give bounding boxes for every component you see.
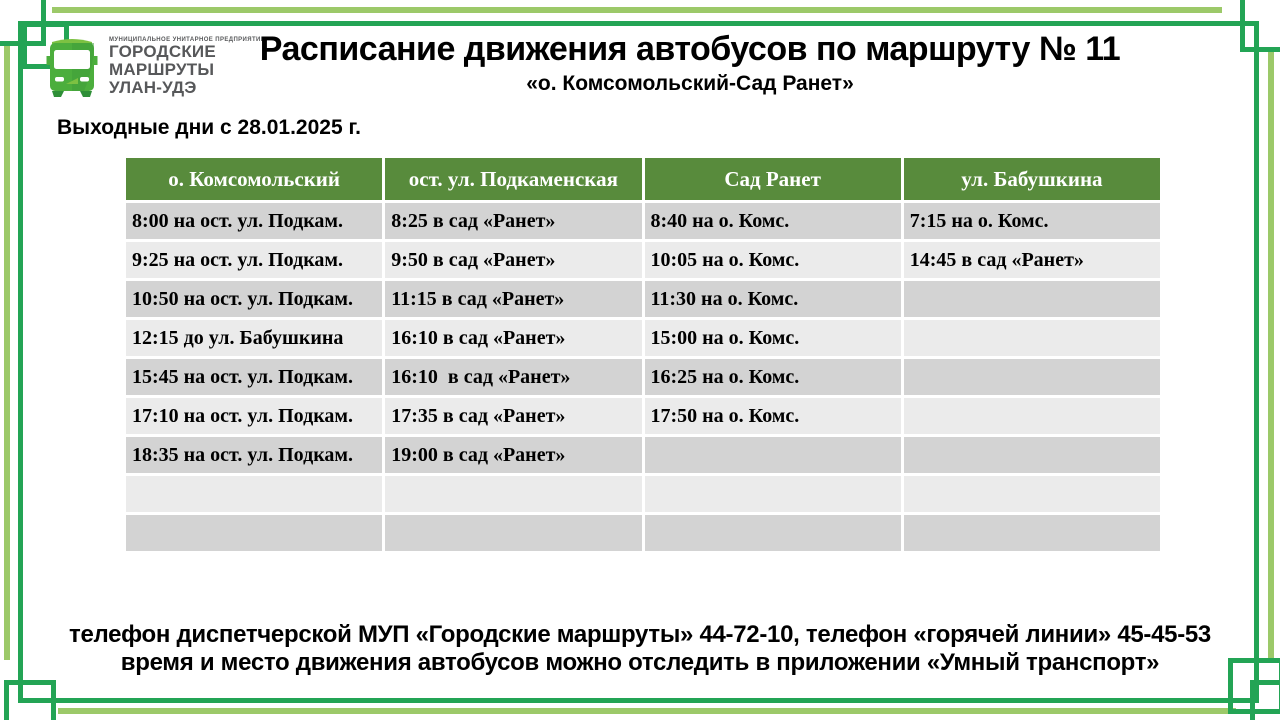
- table-cell: 15:00 на о. Комс.: [645, 320, 901, 356]
- table-cell: 12:15 до ул. Бабушкина: [126, 320, 382, 356]
- table-row: [126, 515, 1160, 551]
- column-header: о. Комсомольский: [126, 158, 382, 200]
- table-row: [126, 242, 1160, 278]
- table-cell: 17:50 на о. Комс.: [645, 398, 901, 434]
- schedule-table-container: [123, 155, 1163, 554]
- table-row: [126, 476, 1160, 512]
- table-cell: [904, 320, 1160, 356]
- table-cell: 10:05 на о. Комс.: [645, 242, 901, 278]
- table-row: [126, 203, 1160, 239]
- table-cell: [645, 437, 901, 473]
- table-cell: 8:40 на о. Комс.: [645, 203, 901, 239]
- logo-line-3: УЛАН-УДЭ: [109, 78, 197, 98]
- column-header: Сад Ранет: [645, 158, 901, 200]
- table-row: [126, 320, 1160, 356]
- logo-line-2: МАРШРУТЫ: [109, 60, 215, 80]
- table-cell: [385, 476, 641, 512]
- table-header: [126, 158, 1160, 200]
- table-cell: [904, 437, 1160, 473]
- table-cell: [904, 515, 1160, 551]
- page-title: Расписание движения автобусов по маршруту № 11: [259, 30, 1121, 68]
- table-cell: 17:35 в сад «Ранет»: [385, 398, 641, 434]
- accent-bar-bottom: [58, 708, 1236, 714]
- table-row: [126, 398, 1160, 434]
- table-cell: [645, 515, 901, 551]
- table-cell: [126, 476, 382, 512]
- table-cell: [904, 359, 1160, 395]
- table-cell: [645, 476, 901, 512]
- table-cell: 10:50 на ост. ул. Подкам.: [126, 281, 382, 317]
- table-cell: [904, 476, 1160, 512]
- table-row: [126, 437, 1160, 473]
- footer-app-line: время и место движения автобусов можно отследить в приложении «Умный транспорт»: [120, 649, 1160, 677]
- table-cell: 16:10 в сад «Ранет»: [385, 359, 641, 395]
- schedule-table: [123, 155, 1163, 554]
- table-header-row: [126, 158, 1160, 200]
- table-cell: 11:30 на о. Комс.: [645, 281, 901, 317]
- bus-icon: [44, 34, 100, 105]
- column-header: ост. ул. Подкаменская: [385, 158, 641, 200]
- table-row: [126, 359, 1160, 395]
- footer: [0, 621, 1280, 678]
- corner-square-bottom-left: [4, 680, 56, 720]
- table-cell: 11:15 в сад «Ранет»: [385, 281, 641, 317]
- corner-square-top-right: [1240, 0, 1280, 52]
- schedule-period-label: Выходные дни с 28.01.2025 г.: [57, 116, 361, 139]
- table-cell: 14:45 в сад «Ранет»: [904, 242, 1160, 278]
- column-header: ул. Бабушкина: [904, 158, 1160, 200]
- logo-org-type: МУНИЦИПАЛЬНОЕ УНИТАРНОЕ ПРЕДПРИЯТИЕ: [109, 37, 266, 43]
- accent-bar-right: [1268, 52, 1274, 662]
- table-cell: [126, 515, 382, 551]
- header: [240, 30, 1140, 96]
- table-cell: 16:25 на о. Комс.: [645, 359, 901, 395]
- company-logo: [44, 34, 265, 105]
- accent-bar-top: [52, 7, 1222, 13]
- table-cell: 8:00 на ост. ул. Подкам.: [126, 203, 382, 239]
- route-subtitle: «о. Комсомольский-Сад Ранет»: [526, 72, 854, 95]
- table-cell: 9:25 на ост. ул. Подкам.: [126, 242, 382, 278]
- table-cell: 15:45 на ост. ул. Подкам.: [126, 359, 382, 395]
- table-cell: 8:25 в сад «Ранет»: [385, 203, 641, 239]
- table-cell: 19:00 в сад «Ранет»: [385, 437, 641, 473]
- table-cell: 9:50 в сад «Ранет»: [385, 242, 641, 278]
- table-cell: [904, 281, 1160, 317]
- table-cell: 17:10 на ост. ул. Подкам.: [126, 398, 382, 434]
- table-row: [126, 281, 1160, 317]
- table-cell: 18:35 на ост. ул. Подкам.: [126, 437, 382, 473]
- table-cell: 7:15 на о. Комс.: [904, 203, 1160, 239]
- table-body: [126, 203, 1160, 551]
- footer-phones-line: телефон диспетчерской МУП «Городские маршруты» 44-72-10, телефон «горячей линии» 45-45-53: [68, 621, 1211, 648]
- logo-line-1: ГОРОДСКИЕ: [109, 42, 216, 61]
- table-cell: [904, 398, 1160, 434]
- table-cell: [385, 515, 641, 551]
- accent-bar-left: [4, 46, 10, 660]
- corner-square-bottom-right-inner: [1250, 680, 1280, 720]
- table-cell: 16:10 в сад «Ранет»: [385, 320, 641, 356]
